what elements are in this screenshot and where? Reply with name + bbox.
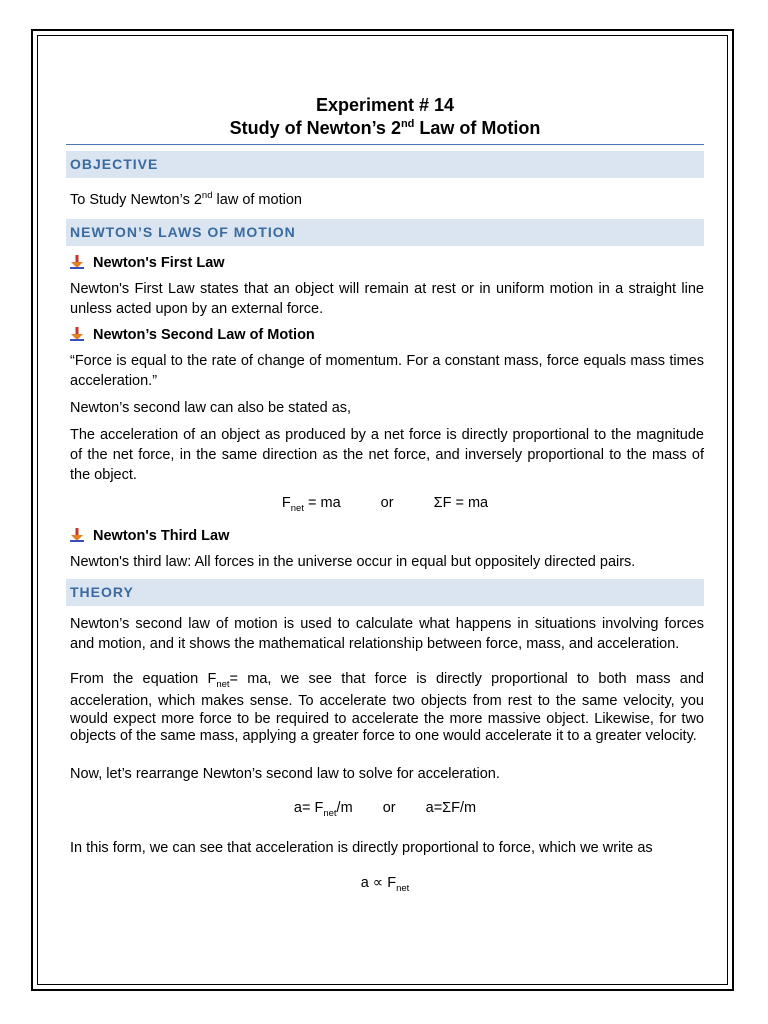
second-law-text: The acceleration of an object as produced by a net force is directly proportional to the magnitude of the net force, in the same direction as the net force, and inversely proportional to the mass of the object. — [70, 426, 704, 483]
theory-heading: THEORY — [66, 579, 704, 606]
first-law-text: Newton's First Law states that an object will remain at rest or in uniform motion in a straight line unless acted upon by an external force. — [70, 280, 704, 317]
second-law-title: Newton’s Second Law of Motion — [66, 324, 704, 346]
page-title — [66, 94, 704, 140]
third-law-title: Newton's Third Law — [66, 525, 704, 547]
title-line-1: Experiment # 14 — [315, 95, 455, 115]
title-superscript: nd — [400, 118, 415, 130]
title-text-end: Law of Motion — [414, 118, 541, 138]
title-line-2 — [66, 117, 704, 140]
theory-paragraph-1: Newton’s second law of motion is used to calculate what happens in situations involving forces and motion, and it shows the mathematical relationship between force, mass, and acceleration. — [70, 615, 704, 652]
bullet-arrow-icon — [70, 327, 84, 341]
bullet-arrow-icon — [70, 528, 84, 542]
second-law-quote: “Force is equal to the rate of change of momentum. For a constant mass, force equals mass times acceleration.” — [70, 352, 704, 389]
proportional-equation: $a \propto F_{net}$ — [360, 874, 410, 894]
bullet-arrow-icon — [70, 255, 84, 269]
document-content — [66, 94, 704, 898]
second-law-stated: Newton’s second law can also be stated as, — [70, 399, 352, 416]
first-law-title: Newton's First Law — [66, 252, 704, 274]
theory-paragraph-3: Now, let’s rearrange Newton’s second law to solve for acceleration. — [70, 765, 500, 782]
acceleration-equation: $a= F_{net}/m$ or a=ΣF/m — [293, 799, 477, 819]
title-divider — [66, 144, 704, 145]
third-law-text: Newton's third law: All forces in the universe occur in equal but oppositely directed pairs. — [70, 553, 636, 570]
second-law-equation: $F_{net}$ = ma or ΣF = ma — [281, 494, 489, 514]
theory-paragraph-2: From the equation $F_{net}=$ ma, we see that force is directly proportional to both mass and acceleration, which makes sense. To accelerate two objects from rest to the same velocity, you would expect more force to be required to accelerate the more massive object. Likewise, for two objects of the same mass, applying a greater force to one would accelerate it to a greater velocity. — [70, 670, 704, 745]
theory-paragraph-4: In this form, we can see that acceleration is directly proportional to force, which we write as — [70, 839, 653, 856]
laws-heading: NEWTON’S LAWS OF MOTION — [66, 219, 704, 246]
objective-text: To Study Newton’s 2nd law of motion — [70, 190, 302, 208]
objective-heading: OBJECTIVE — [66, 151, 704, 178]
title-text: Study of Newton’s 2 — [229, 118, 401, 138]
